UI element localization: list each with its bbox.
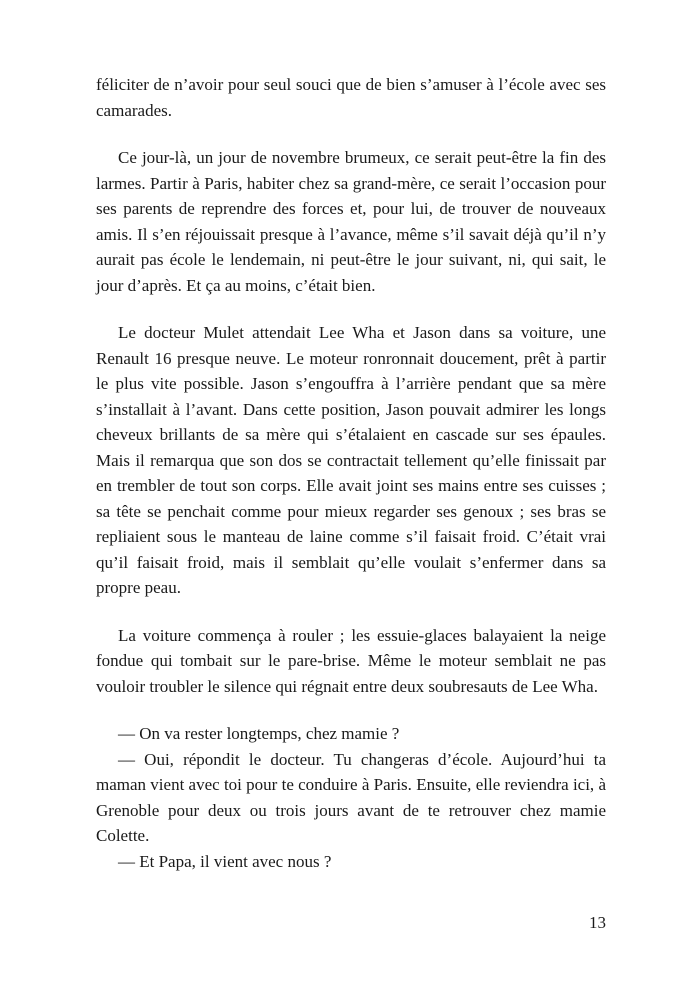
paragraph: Ce jour-là, un jour de novembre brumeux, ce serait peut-être la fin des larmes. Partir à Paris, habiter chez sa grand-mère, ce serait l’occasion pour ses parents de reprendre des forces et, pour lui, de trouver de nouveaux amis. Il s’en réjouissait presque à l’avance, même s’il savait déjà qu’il n’y aurait pas école le lendemain, ni peut-être le jour suivant, ni, qui sait, le jour d’après. Et ça au moins, c’était bien. bbox=[96, 148, 606, 295]
dialogue-line: — Oui, répondit le docteur. Tu changeras d’école. Aujourd’hui ta maman vient avec toi pour te conduire à Paris. Ensuite, elle reviendra ici, à Grenoble pour deux ou trois jours avant de te retrouver chez mamie Colette. bbox=[96, 749, 606, 845]
dialogue-line: — Et Papa, il vient avec nous ? bbox=[118, 851, 332, 871]
book-page bbox=[96, 72, 606, 874]
paragraph-continued: féliciter de n’avoir pour seul souci que de bien s’amuser à l’école avec ses camarades. bbox=[96, 75, 606, 120]
page-number: 13 bbox=[589, 913, 606, 932]
paragraph: La voiture commença à rouler ; les essuie-glaces balayaient la neige fondue qui tombait sur le pare-brise. Même le moteur semblait ne pas vouloir troubler le silence qui régnait entre deux soubresauts de Lee Wha. bbox=[96, 625, 606, 696]
dialogue-line: — On va rester longtemps, chez mamie ? bbox=[118, 724, 400, 743]
paragraph: Le docteur Mulet attendait Lee Wha et Jason dans sa voiture, une Renault 16 presque neuve. Le moteur ronronnait doucement, prêt à partir le plus vite possible. Jason s’engouffra à l’arrière pendant que sa mère s’installait à l’avant. Dans cette position, Jason pouvait admirer les longs cheveux brillants de sa mère qui s’étalaient en cascade sur ses épaules. Mais il remarqua que son dos se contractait tellement qu’elle finissait par en trembler de tout son corps. Elle avait joint ses mains entre ses cuisses ; sa tête se penchait comme pour mieux regarder ses genoux ; ses bras se repliaient sous le manteau de laine comme s’il faisait froid. C’était vrai qu’il faisait froid, mais il semblait qu’elle voulait s’enfermer dans sa propre peau. bbox=[96, 323, 606, 597]
